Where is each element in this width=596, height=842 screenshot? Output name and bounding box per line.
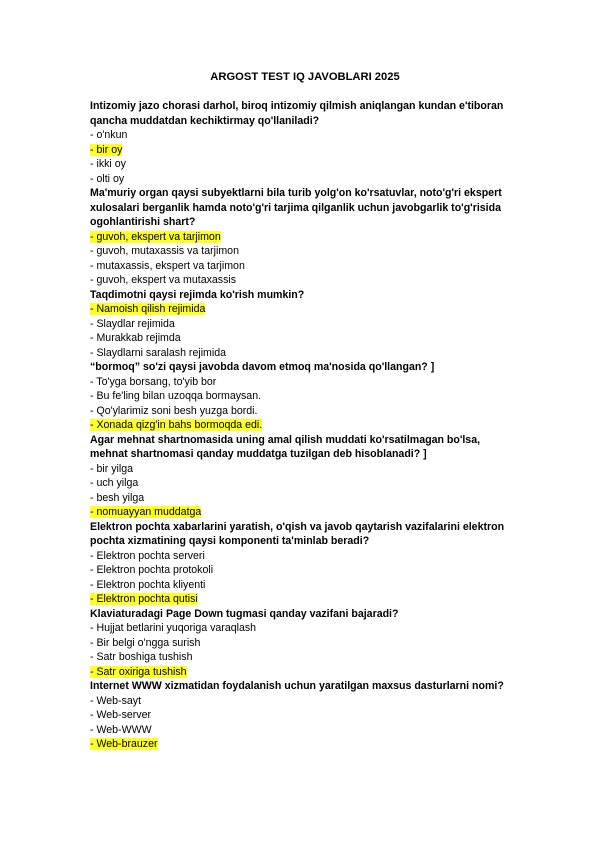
answer-option [90,694,520,709]
question-list [90,99,520,752]
answer-option-correct [90,737,520,752]
answer-option [90,578,520,593]
question-block [90,433,520,520]
answer-option-text: - o'nkun [90,129,128,141]
answer-option-correct [90,592,520,607]
answer-option [90,549,520,564]
answer-option-correct [90,302,520,317]
answer-option-correct [90,665,520,680]
answer-option-correct [90,143,520,158]
answer-option [90,404,520,419]
answer-option [90,244,520,259]
question-text: Klaviaturadagi Page Down tugmasi qanday vazifani bajaradi? [90,607,399,620]
question-block [90,520,520,607]
question-block [90,360,520,433]
answer-option-text: - Satr oxiriga tushish [90,665,187,678]
answer-option [90,273,520,288]
document-title: ARGOST TEST IQ JAVOBLARI 2025 [210,71,400,83]
answer-option [90,650,520,665]
question-text: Agar mehnat shartnomasida uning amal qilish muddati ko'rsatilmagan bo'lsa, mehnat shartnomasi qanday muddatga tuzilgan deb hisoblanadi? ] [90,433,481,460]
answer-option [90,346,520,361]
answer-option-text: - bir oy [90,143,123,156]
answer-option-text: - Web-server [90,709,152,721]
answer-option-text: - Hujjat betlarini yuqoriga varaqlash [90,622,257,634]
answer-option [90,723,520,738]
answer-option-text: - guvoh, ekspert va mutaxassis [90,274,237,286]
answer-option [90,462,520,477]
answer-option-text: - Elektron pochta qutisi [90,593,198,605]
question-text: “bormoq” so'zi qaysi javobda davom etmoq ma'nosida qo'llangan? ] [90,361,435,373]
answer-option [90,389,520,404]
answer-option-text: - bir yilga [90,462,133,475]
question-block [90,186,520,288]
answer-option [90,476,520,491]
question-text: Taqdimotni qaysi rejimda ko'rish mumkin? [90,288,305,301]
answer-option-text: - Elektron pochta kliyenti [90,578,206,591]
document-page [90,70,520,752]
question-block [90,607,520,680]
answer-option [90,331,520,346]
answer-option-text: - guvoh, ekspert va tarjimon [90,230,221,243]
answer-option [90,563,520,578]
answer-option-text: - Murakkab rejimda [90,332,181,344]
answer-option-text: - To'yga borsang, to'yib bor [90,375,217,388]
question-block [90,679,520,752]
answer-option-text: - Web-brauzer [90,738,158,750]
answer-option-text: - Web-sayt [90,694,142,707]
answer-option-text: - Qo'ylarimiz soni besh yuzga bordi. [90,404,258,417]
question-block [90,99,520,186]
answer-option [90,636,520,651]
question-text: Intizomiy jazo chorasi darhol, biroq intizomiy qilmish aniqlangan kundan e'tiboran qancha muddatdan kechiktirmay qo'llaniladi? [90,100,504,127]
answer-option-text: - Xonada qizg'in bahs bormoqda edi. [90,419,263,431]
answer-option [90,708,520,723]
answer-option-text: - Namoish qilish rejimida [90,303,206,315]
answer-option [90,491,520,506]
question-text: Ma'muriy organ qaysi subyektlarni bila turib yolg'on ko'rsatuvlar, noto'g'ri ekspert xulosalari berganlik hamda noto'g'ri tarjima qilganlik uchun javobgarlik to'g'risida ogohlantirishi shart? [90,187,502,228]
answer-option-text: - ikki oy [90,158,126,170]
answer-option-text: - Web-WWW [90,723,152,736]
question-text: Elektron pochta xabarlarini yaratish, o'qish va javob qaytarish vazifalarini elektron pochta xizmatining qaysi komponenti ta'minlab beradi? [90,520,505,547]
answer-option-text: - Satr boshiga tushish [90,651,193,663]
answer-option-text: - mutaxassis, ekspert va tarjimon [90,259,245,272]
answer-option-text: - uch yilga [90,477,139,489]
answer-option [90,621,520,636]
question-block [90,288,520,361]
answer-option [90,172,520,187]
answer-option [90,157,520,172]
answer-option-text: - Bu fe'ling bilan uzoqqa bormaysan. [90,390,262,402]
answer-option-text: - Slaydlar rejimida [90,317,175,330]
question-text: Internet WWW xizmatidan foydalanish uchun yaratilgan maxsus dasturlarni nomi? [90,680,504,692]
answer-option [90,317,520,332]
answer-option-correct [90,230,520,245]
answer-option-text: - guvoh, mutaxassis va tarjimon [90,245,239,257]
answer-option [90,375,520,390]
answer-option-text: - besh yilga [90,491,145,504]
answer-option-text: - Elektron pochta serveri [90,549,205,562]
answer-option [90,128,520,143]
answer-option-correct [90,505,520,520]
answer-option-text: - Elektron pochta protokoli [90,564,214,576]
answer-option [90,259,520,274]
answer-option-text: - olti oy [90,172,125,185]
answer-option-correct [90,418,520,433]
answer-option-text: - nomuayyan muddatga [90,506,202,518]
answer-option-text: - Slaydlarni saralash rejimida [90,346,227,359]
answer-option-text: - Bir belgi o'ngga surish [90,636,201,649]
